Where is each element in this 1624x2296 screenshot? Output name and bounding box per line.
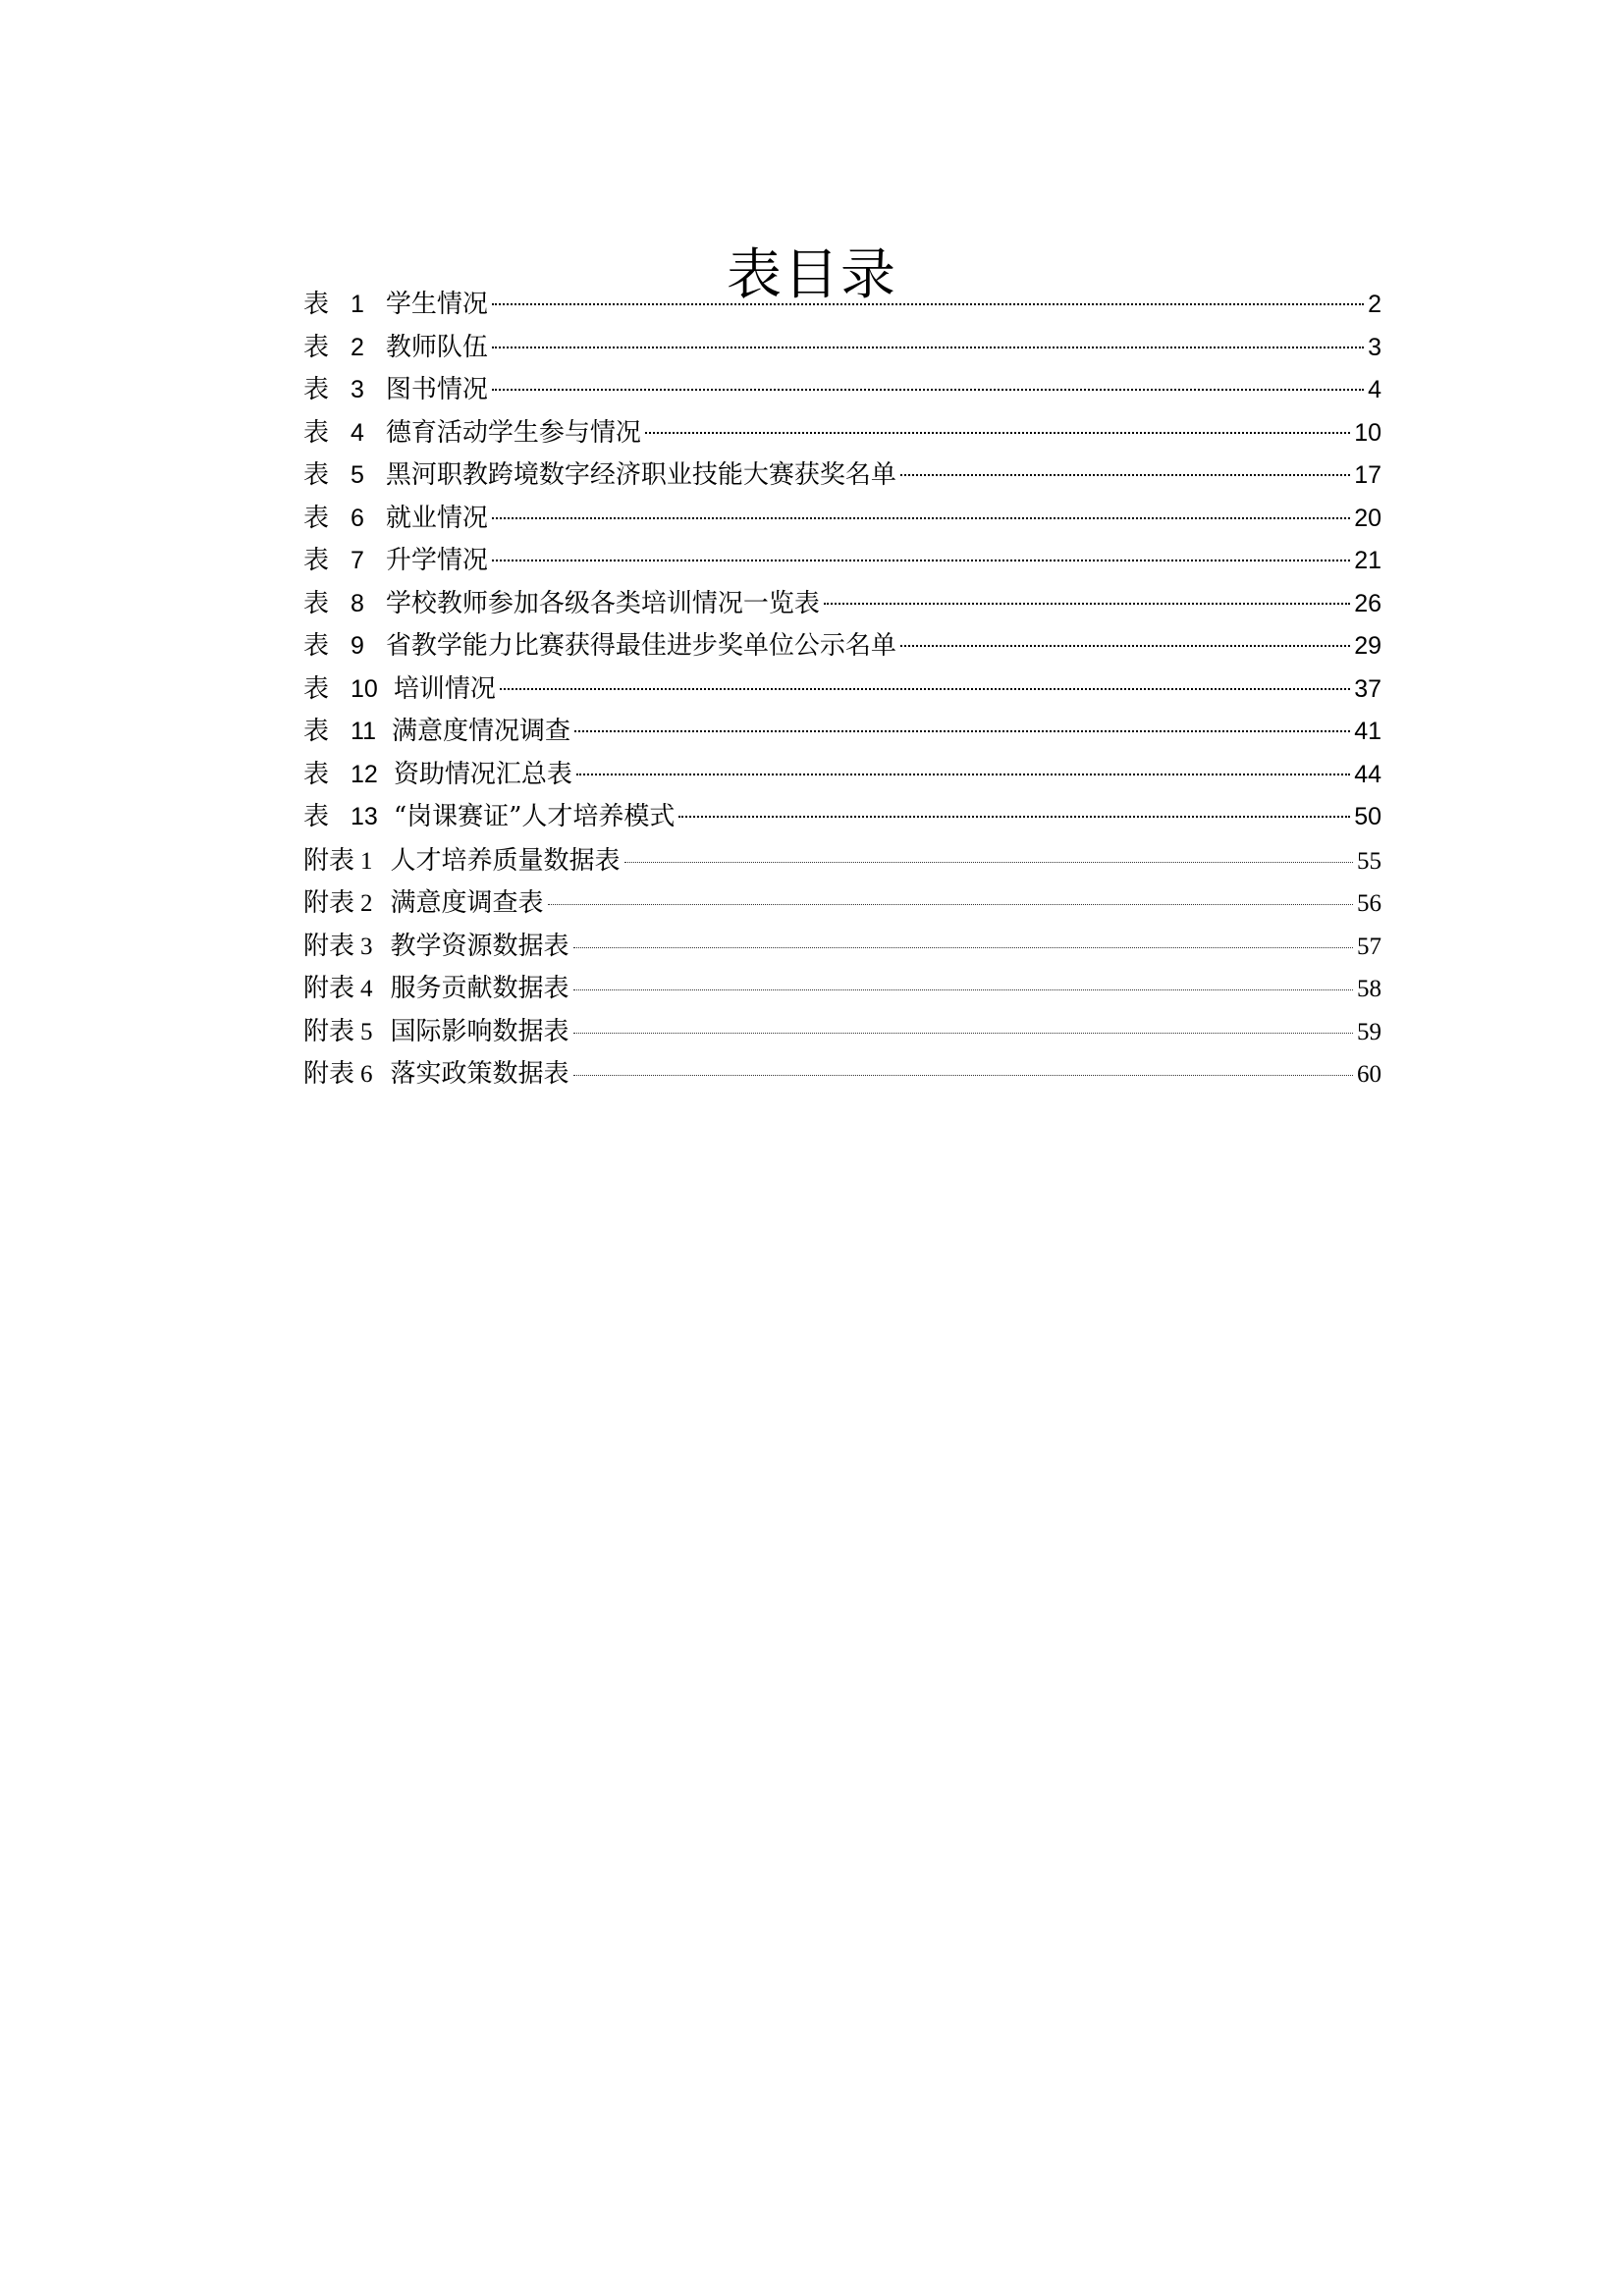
- toc-entry-page-number: 17: [1354, 461, 1381, 489]
- toc-dot-leader: [573, 947, 1353, 948]
- toc-entry[interactable]: [303, 967, 1381, 1010]
- toc-entry[interactable]: [303, 668, 1381, 712]
- toc-entry-prefix: 附表: [303, 974, 355, 1002]
- toc-entry-prefix: 附表: [303, 845, 355, 875]
- toc-entry-prefix: 表: [303, 332, 330, 362]
- toc-entry-number: 6: [360, 1061, 373, 1088]
- toc-dot-leader: [492, 389, 1364, 391]
- toc-entry-prefix: 表: [303, 503, 330, 533]
- table-of-contents: [303, 284, 1381, 1095]
- toc-entry-prefix: 表: [303, 375, 330, 404]
- toc-entry-number: 11: [351, 718, 376, 745]
- toc-entry-page-number: 41: [1354, 718, 1381, 745]
- toc-entry-prefix: 附表: [303, 931, 355, 960]
- toc-dot-leader: [573, 1033, 1353, 1034]
- toc-entry-prefix: 表: [303, 460, 330, 490]
- toc-entry-page-number: 26: [1354, 589, 1381, 617]
- toc-entry-prefix: 表: [303, 631, 330, 661]
- toc-entry-page-number: 44: [1354, 760, 1381, 788]
- toc-entry[interactable]: [303, 1052, 1381, 1095]
- toc-entry-title: “岗课赛证”人才培养模式: [393, 802, 676, 831]
- toc-entry-prefix: 表: [303, 290, 330, 319]
- toc-entry[interactable]: [303, 925, 1381, 968]
- toc-entry[interactable]: [303, 540, 1381, 583]
- toc-dot-leader: [645, 432, 1350, 434]
- toc-entry-number: 6: [351, 504, 364, 532]
- toc-entry-title: 满意度调查表: [390, 888, 544, 918]
- toc-entry-number: 9: [351, 632, 364, 660]
- toc-dot-leader: [492, 347, 1364, 348]
- toc-entry-title: 德育活动学生参与情况: [385, 417, 641, 448]
- toc-entry[interactable]: [303, 583, 1381, 626]
- toc-entry[interactable]: [303, 754, 1381, 797]
- toc-entry[interactable]: [303, 796, 1381, 839]
- toc-entry[interactable]: [303, 625, 1381, 668]
- toc-entry[interactable]: [303, 498, 1381, 541]
- toc-entry-number: 10: [351, 674, 378, 703]
- toc-entry-page-number: 56: [1357, 890, 1381, 917]
- toc-entry-number: 13: [351, 803, 378, 830]
- toc-entry[interactable]: [303, 839, 1381, 882]
- page-title: 表目录: [727, 242, 897, 307]
- toc-entry[interactable]: [303, 711, 1381, 754]
- toc-entry-page-number: 60: [1357, 1061, 1381, 1088]
- toc-entry[interactable]: [303, 412, 1381, 455]
- toc-entry-page-number: 50: [1354, 803, 1381, 830]
- toc-entry[interactable]: [303, 327, 1381, 370]
- toc-entry-prefix: 表: [303, 802, 330, 831]
- toc-entry-title: 国际影响数据表: [390, 1016, 569, 1046]
- toc-dot-leader: [492, 303, 1364, 305]
- toc-entry[interactable]: [303, 1010, 1381, 1053]
- toc-entry-title: 学生情况: [385, 290, 488, 319]
- toc-dot-leader: [574, 730, 1350, 732]
- toc-entry-page-number: 29: [1354, 632, 1381, 660]
- toc-entry[interactable]: [303, 284, 1381, 327]
- toc-entry-prefix: 表: [303, 417, 330, 448]
- toc-dot-leader: [573, 989, 1353, 990]
- toc-entry-prefix: 表: [303, 588, 330, 618]
- toc-entry-title: 教师队伍: [385, 332, 488, 362]
- toc-entry-title: 就业情况: [385, 503, 488, 533]
- toc-entry-page-number: 21: [1354, 547, 1381, 574]
- toc-entry-number: 4: [360, 976, 373, 1002]
- toc-entry-number: 7: [351, 547, 364, 574]
- toc-entry-number: 2: [360, 890, 373, 917]
- toc-entry-title: 学校教师参加各级各类培训情况一览表: [385, 588, 820, 618]
- toc-entry-number: 5: [351, 461, 364, 489]
- toc-entry-number: 4: [351, 418, 364, 447]
- toc-entry-page-number: 59: [1357, 1018, 1381, 1045]
- toc-entry-title: 教学资源数据表: [390, 931, 569, 961]
- toc-dot-leader: [492, 517, 1350, 519]
- toc-entry-title: 黑河职教跨境数字经济职业技能大赛获奖名单: [385, 460, 896, 490]
- toc-dot-leader: [548, 904, 1353, 905]
- toc-entry-page-number: 4: [1368, 376, 1381, 403]
- toc-entry-number: 5: [360, 1018, 373, 1045]
- toc-entry[interactable]: [303, 369, 1381, 412]
- toc-entry-title: 图书情况: [385, 375, 488, 404]
- toc-entry-number: 8: [351, 589, 364, 617]
- toc-entry-number: 3: [351, 376, 364, 403]
- toc-entry-page-number: 37: [1354, 674, 1381, 703]
- toc-entry-prefix: 表: [303, 673, 330, 704]
- toc-entry-title: 服务贡献数据表: [390, 974, 569, 1003]
- toc-entry-title: 省教学能力比赛获得最佳进步奖单位公示名单: [385, 631, 896, 661]
- toc-entry-title: 落实政策数据表: [390, 1059, 569, 1089]
- toc-entry-prefix: 表: [303, 759, 330, 789]
- toc-entry-page-number: 20: [1354, 504, 1381, 532]
- toc-dot-leader: [824, 603, 1350, 605]
- toc-entry-prefix: 表: [303, 717, 330, 746]
- toc-dot-leader: [576, 774, 1350, 775]
- toc-dot-leader: [900, 645, 1350, 647]
- toc-dot-leader: [624, 862, 1353, 863]
- toc-entry-prefix: 附表: [303, 888, 355, 917]
- toc-dot-leader: [500, 688, 1350, 690]
- toc-entry-page-number: 57: [1357, 933, 1381, 960]
- toc-entry-title: 满意度情况调查: [391, 717, 570, 746]
- toc-dot-leader: [492, 560, 1350, 561]
- toc-entry-page-number: 58: [1357, 976, 1381, 1002]
- toc-entry-page-number: 2: [1368, 291, 1381, 318]
- toc-entry-page-number: 3: [1368, 333, 1381, 361]
- toc-entry-number: 3: [360, 933, 373, 960]
- toc-entry-page-number: 10: [1354, 418, 1381, 447]
- toc-entry-number: 12: [351, 760, 378, 788]
- toc-entry-number: 2: [351, 333, 364, 361]
- toc-dot-leader: [900, 474, 1350, 476]
- toc-entry-prefix: 表: [303, 546, 330, 575]
- toc-entry-title: 资助情况汇总表: [393, 759, 572, 789]
- toc-entry-prefix: 附表: [303, 1016, 355, 1045]
- toc-entry-number: 1: [351, 291, 364, 318]
- toc-entry-title: 升学情况: [385, 546, 488, 575]
- toc-entry-page-number: 55: [1357, 847, 1381, 875]
- toc-entry-title: 培训情况: [393, 673, 496, 704]
- toc-entry-title: 人才培养质量数据表: [390, 845, 621, 876]
- toc-entry-prefix: 附表: [303, 1059, 355, 1088]
- toc-entry[interactable]: [303, 881, 1381, 925]
- toc-dot-leader: [678, 816, 1350, 818]
- toc-dot-leader: [573, 1075, 1353, 1076]
- toc-entry-number: 1: [360, 847, 373, 875]
- toc-entry[interactable]: [303, 454, 1381, 498]
